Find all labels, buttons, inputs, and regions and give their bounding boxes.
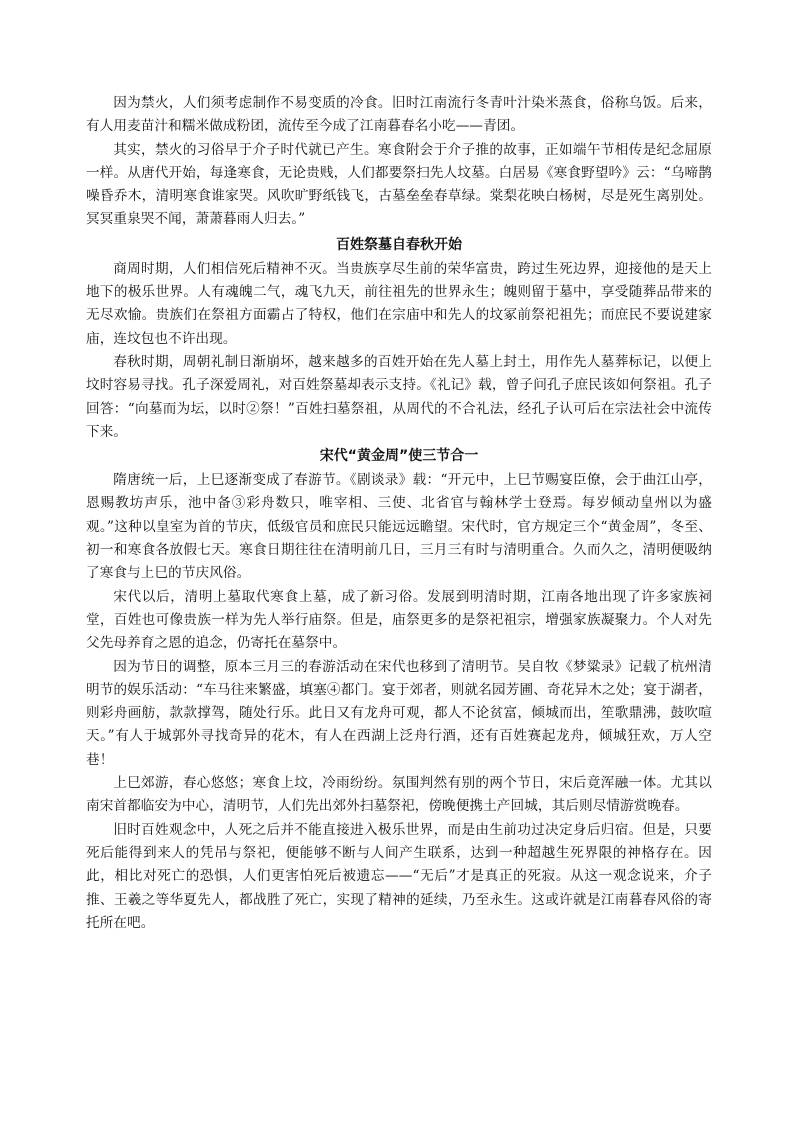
paragraph-2: 其实，禁火的习俗早于介子时代就已产生。寒食附会于介子推的故事，正如端午节相传是纪念屈原一样。从唐代开始，每逢寒食，无论贵贱，人们都要祭扫先人坟墓。白居易《寒食野望吟》云：“乌啼鹊噪昏乔木，清明寒食谁家哭。风吹旷野纸钱飞，古墓垒垒春草绿。棠梨花映白杨树，尽是死生离别处。冥冥重泉哭不闻，萧萧暮雨人归去。” — [86, 141, 712, 228]
paragraph-9: 旧时百姓观念中，人死之后并不能直接进入极乐世界，而是由生前功过决定身后归宿。但是，只要死后能得到来人的凭吊与祭祀，便能够不断与人间产生联系，达到一种超越生死界限的神格存在。因此，相比对死亡的恐惧，人们更害怕死后被遗忘——“无后”才是真正的死寂。从这一观念说来，介子推、王羲之等华夏先人，都战胜了死亡，实现了精神的延续，乃至永生。这或许就是江南暮春风俗的寄托所在吧。 — [86, 821, 712, 931]
document-page — [86, 92, 712, 935]
paragraph-1: 因为禁火，人们须考虑制作不易变质的冷食。旧时江南流行冬青叶汁染米蒸食，俗称乌饭。后来，有人用麦苗汁和糯米做成粉团，流传至今成了江南暮春名小吃——青团。 — [86, 95, 712, 135]
paragraph-8: 上巳郊游，春心悠悠；寒食上坟，冷雨纷纷。氛围判然有别的两个节日，宋后竟浑融一体。尤其以南宋首都临安为中心，清明节，人们先出郊外扫墓祭祀，傍晚便携土产回城，其后则尽情游赏晚春。 — [86, 775, 712, 815]
paragraph-5: 隋唐统一后，上巳逐渐变成了春游节。《剧谈录》载：“开元中，上巳节赐宴臣僚，会于曲江山亭，恩赐教坊声乐，池中备③彩舟数只，唯宰相、三使、北省官与翰林学士登焉。每岁倾动皇州以为盛观。”这种以皇室为首的节庆，低级官员和庶民只能远远瞻望。宋代时，官方规定三个“黄金周”，冬至、初一和寒食各放假七天。寒食日期往往在清明前几日，三月三有时与清明重合。久而久之，清明便吸纳了寒食与上巳的节庆风俗。 — [86, 472, 712, 582]
section-heading-2: 宋代“黄金周”使三节合一 — [319, 448, 479, 465]
paragraph-6: 宋代以后，清明上墓取代寒食上墓，成了新习俗。发展到明清时期，江南各地出现了许多家族祠堂，百姓也可像贵族一样为先人举行庙祭。但是，庙祭更多的是祭祀祖宗，增强家族凝聚力。个人对先父先母养育之恩的追念，仍寄托在墓祭中。 — [86, 588, 712, 652]
section-heading-1: 百姓祭墓自春秋开始 — [336, 236, 462, 253]
paragraph-3: 商周时期，人们相信死后精神不灭。当贵族享尽生前的荣华富贵，跨过生死边界，迎接他的是天上地下的极乐世界。人有魂魄二气，魂飞九天，前往祖先的世界永生；魄则留于墓中，享受随葬品带来的无尽欢愉。贵族们在祭祖方面霸占了特权，他们在宗庙中和先人的坟冢前祭祀祖先；而庶民不要说建家庙，连坟包也不许出现。 — [86, 260, 712, 347]
paragraph-4: 春秋时期，周朝礼制日渐崩坏，越来越多的百姓开始在先人墓上封土，用作先人墓葬标记，以便上坟时容易寻找。孔子深爱周礼，对百姓祭墓却表示支持。《礼记》载，曾子问孔子庶民该如何祭祖。孔子回答：“向墓而为坛，以时②祭！”百姓扫墓祭祖，从周代的不合礼法，经孔子认可后在宗法社会中流传下来。 — [86, 353, 712, 440]
paragraph-7: 因为节日的调整，原本三月三的春游活动在宋代也移到了清明节。吴自牧《梦粱录》记载了杭州清明节的娱乐活动：“车马往来繁盛，填塞④都门。宴于郊者，则就名园芳圃、奇花异木之处；宴于湖者，则彩舟画舫，款款撑驾，随处行乐。此日又有龙舟可观，都人不论贫富，倾城而出，笙歌鼎沸，鼓吹喧天。”有人于城郭外寻找奇异的花木，有人在西湖上泛舟行酒，还有百姓赛起龙舟，倾城狂欢，万人空巷！ — [86, 658, 712, 768]
